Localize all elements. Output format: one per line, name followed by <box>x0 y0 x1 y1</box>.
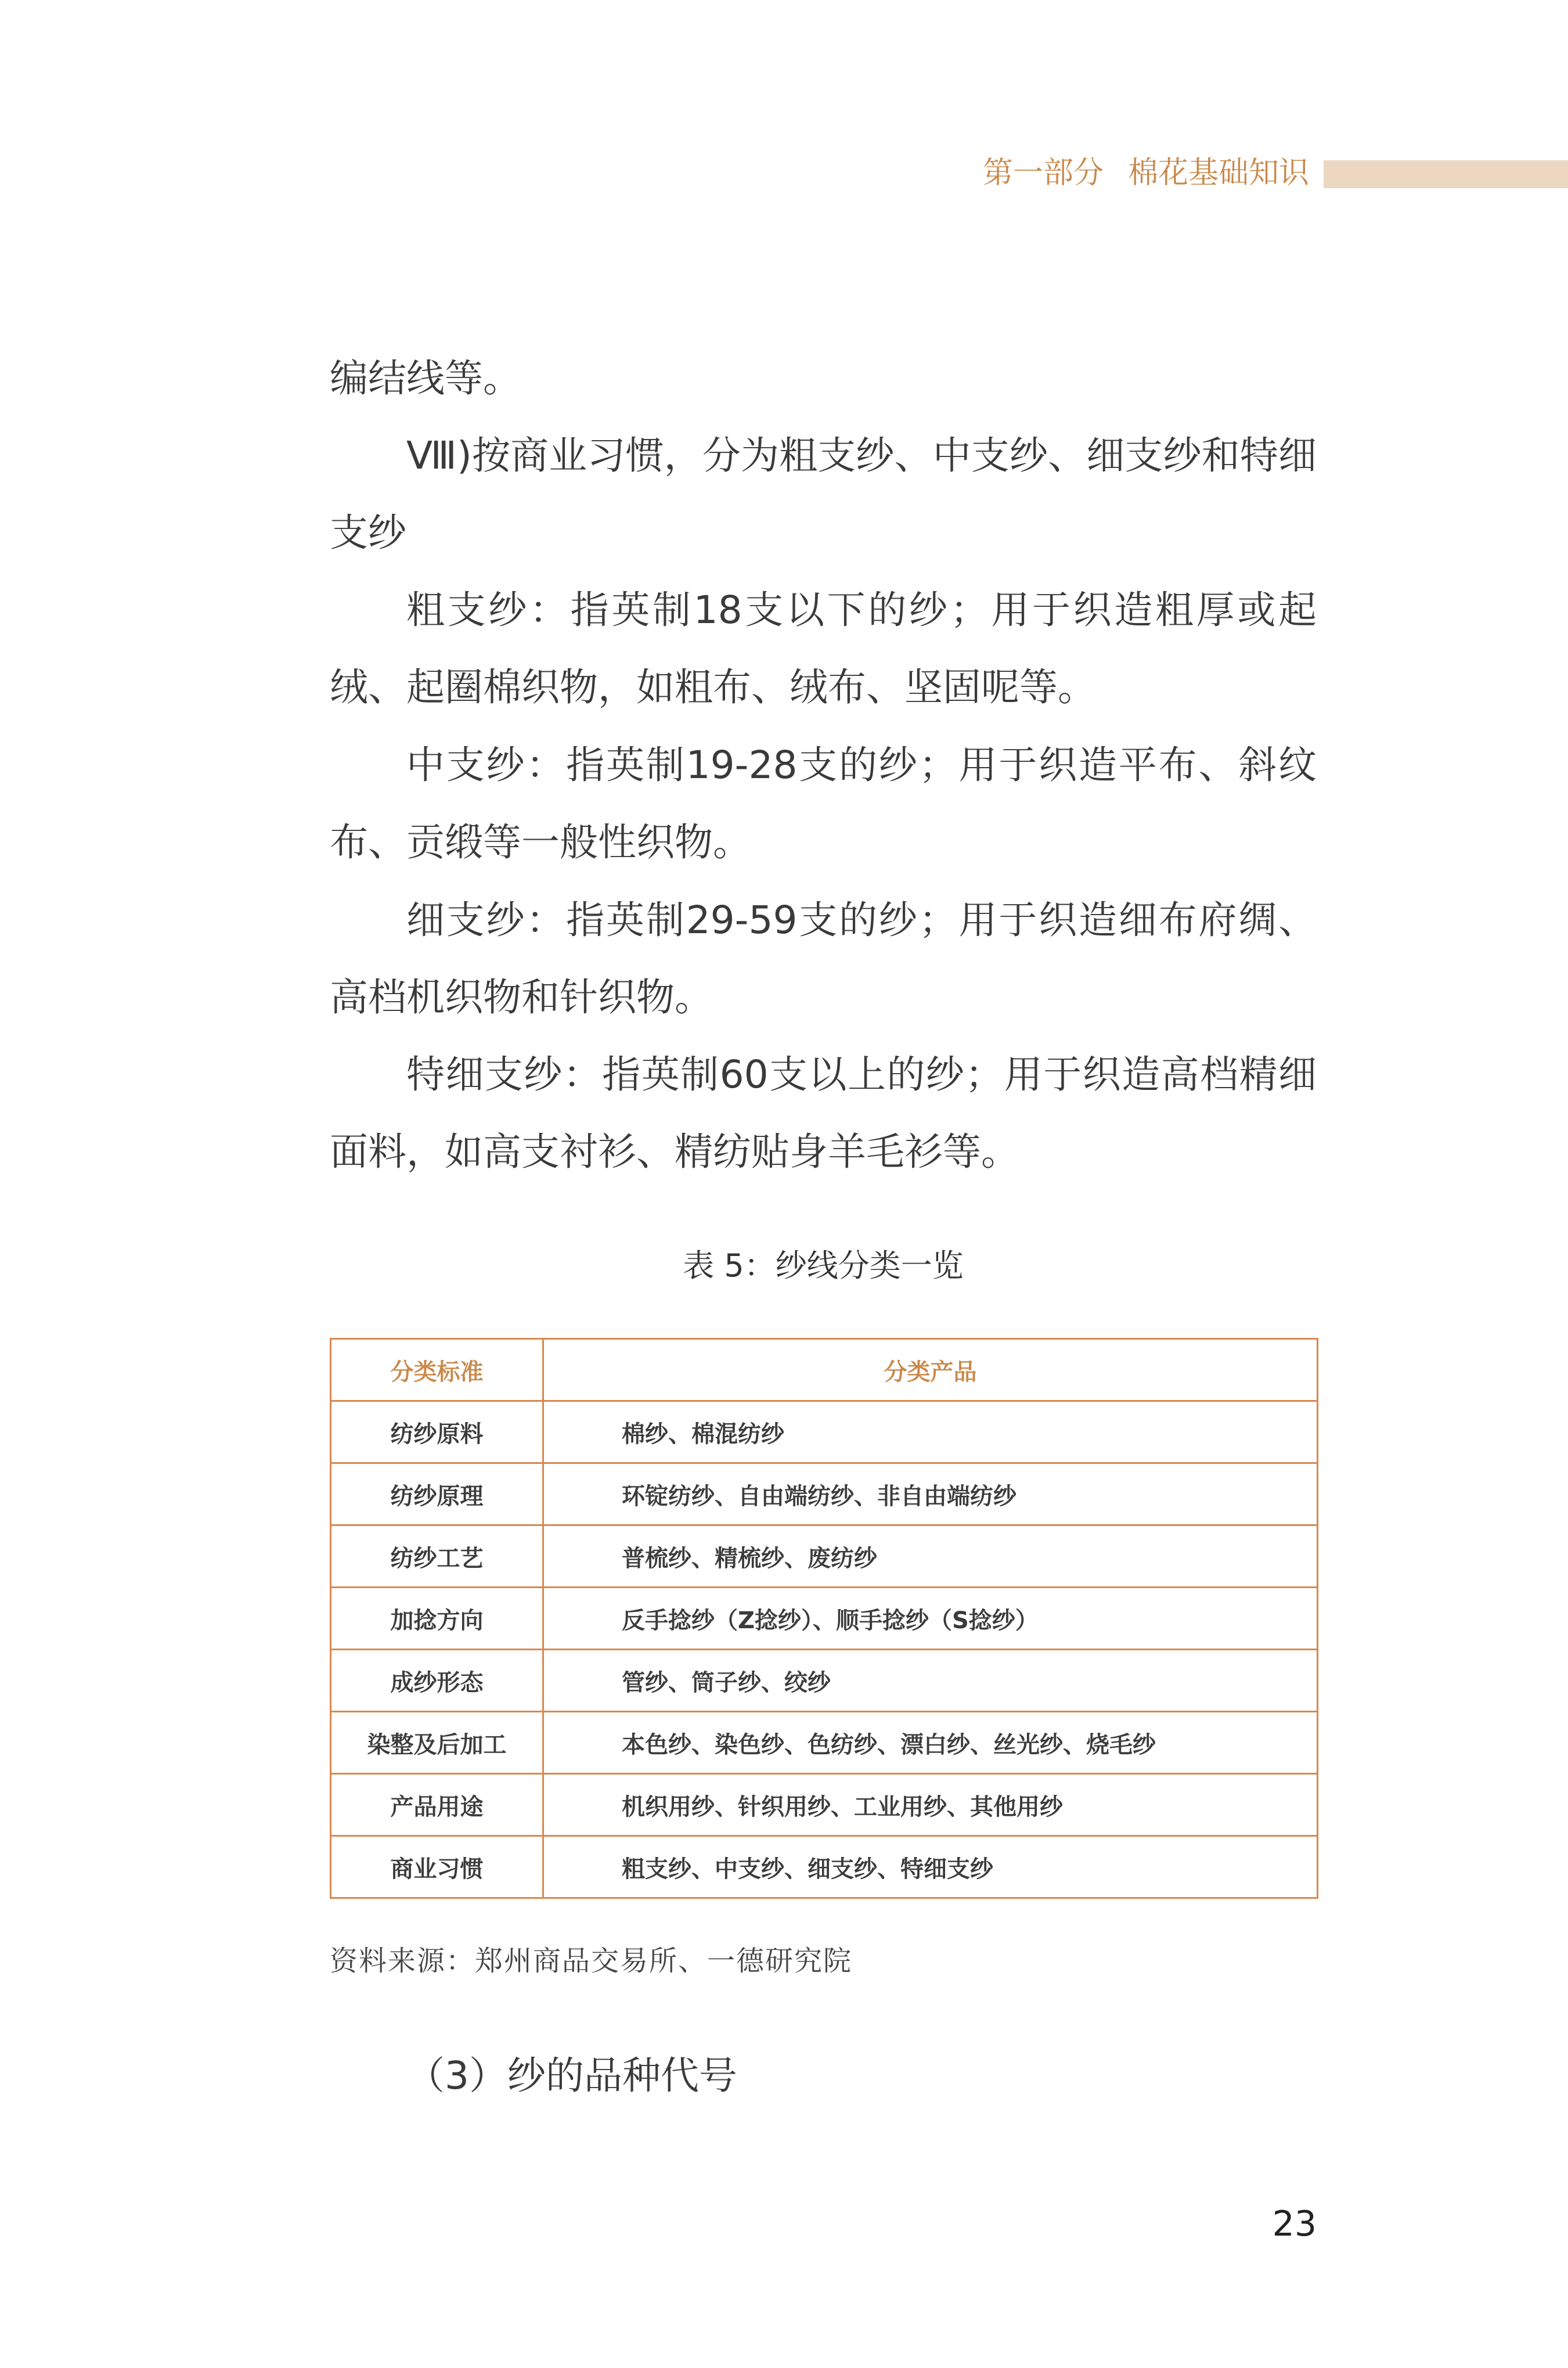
table-row <box>331 1712 1318 1774</box>
row-products: 棉纱、棉混纺纱 <box>543 1401 1318 1463</box>
header-standard: 分类标准 <box>331 1339 543 1401</box>
row-products: 反手捻纱（Z捻纱）、顺手捻纱（S捻纱） <box>543 1588 1318 1650</box>
table-row <box>331 1463 1318 1525</box>
row-standard: 纺纱工艺 <box>331 1525 543 1588</box>
section-subheading: （3）纱的品种代号 <box>406 2053 737 2098</box>
table-row <box>331 1836 1318 1898</box>
header-chapter: 棉花基础知识 <box>1127 156 1309 190</box>
paragraph-1: 编结线等。 <box>330 356 521 401</box>
paragraph-6: 特细支纱：指英制60支以上的纱；用于织造高档精细面料，如高支衬衫、精纺贴身羊毛衫等。 <box>330 1052 1317 1174</box>
row-products: 机织用纱、针织用纱、工业用纱、其他用纱 <box>543 1774 1318 1836</box>
row-standard: 成纱形态 <box>331 1650 543 1712</box>
row-standard: 产品用途 <box>331 1774 543 1836</box>
row-standard: 纺纱原料 <box>331 1401 543 1463</box>
paragraph-5: 细支纱：指英制29-59支的纱；用于织造细布府绸、高档机织物和针织物。 <box>330 898 1317 1020</box>
paragraph-3: 粗支纱：指英制18支以下的纱；用于织造粗厚或起绒、起圈棉织物，如粗布、绒布、坚固呢等。 <box>330 588 1317 710</box>
row-standard: 加捻方向 <box>331 1588 543 1650</box>
running-header <box>961 156 1309 190</box>
row-products: 普梳纱、精梳纱、废纺纱 <box>543 1525 1318 1588</box>
header-products: 分类产品 <box>543 1339 1318 1401</box>
table-row <box>331 1401 1318 1463</box>
header-part: 第一部分 <box>982 156 1104 190</box>
yarn-classification-table <box>330 1338 1318 1899</box>
row-standard: 染整及后加工 <box>331 1712 543 1774</box>
page-number: 23 <box>1272 2204 1317 2244</box>
paragraph-2: Ⅷ)按商业习惯，分为粗支纱、中支纱、细支纱和特细支纱 <box>330 433 1317 555</box>
table-header-row <box>331 1339 1318 1401</box>
row-products: 管纱、筒子纱、绞纱 <box>543 1650 1318 1712</box>
table-row <box>331 1525 1318 1588</box>
row-products: 粗支纱、中支纱、细支纱、特细支纱 <box>543 1836 1318 1898</box>
row-standard: 商业习惯 <box>331 1836 543 1898</box>
row-products: 环锭纺纱、自由端纺纱、非自由端纺纱 <box>543 1463 1318 1525</box>
row-standard: 纺纱原理 <box>331 1463 543 1525</box>
paragraph-4: 中支纱：指英制19-28支的纱；用于织造平布、斜纹布、贡缎等一般性织物。 <box>330 743 1317 865</box>
table-row <box>331 1588 1318 1650</box>
table-row <box>331 1774 1318 1836</box>
header-accent-bar <box>1324 160 1568 188</box>
table-row <box>331 1650 1318 1712</box>
row-products: 本色纱、染色纱、色纺纱、漂白纱、丝光纱、烧毛纱 <box>543 1712 1318 1774</box>
source-note: 资料来源：郑州商品交易所、一德研究院 <box>330 1945 853 1977</box>
table-caption: 表 5：纱线分类一览 <box>683 1247 964 1284</box>
